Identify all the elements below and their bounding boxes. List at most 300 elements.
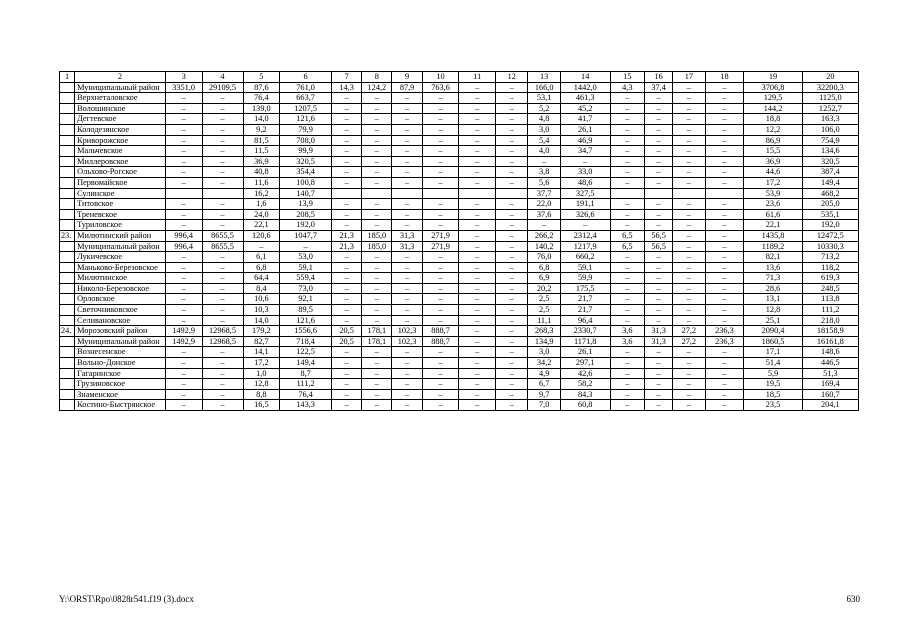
value-cell: 708,0 — [280, 135, 332, 146]
value-cell: – — [459, 167, 496, 178]
value-cell: – — [673, 252, 705, 263]
value-cell: – — [362, 93, 392, 104]
value-cell: – — [496, 283, 528, 294]
value-cell: 888,7 — [422, 326, 459, 337]
value-cell: 13,6 — [744, 262, 802, 273]
value-cell: – — [459, 315, 496, 326]
table-row — [60, 199, 859, 210]
value-cell: 996,4 — [165, 241, 202, 252]
value-cell: – — [496, 177, 528, 188]
value-cell: – — [673, 315, 705, 326]
value-cell: – — [332, 262, 362, 273]
value-cell: 535,1 — [802, 209, 858, 220]
value-cell: 14,0 — [243, 315, 280, 326]
value-cell: – — [392, 315, 422, 326]
value-cell: – — [422, 400, 459, 411]
row-index-cell — [60, 400, 75, 411]
value-cell: 12,8 — [243, 379, 280, 390]
value-cell: – — [392, 347, 422, 358]
value-cell — [645, 188, 673, 199]
column-number-header: 20 — [802, 72, 858, 83]
value-cell: 113,8 — [802, 294, 858, 305]
value-cell: – — [610, 400, 645, 411]
value-cell: – — [705, 156, 744, 167]
value-cell: 191,1 — [560, 199, 610, 210]
value-cell: 32200,3 — [802, 82, 858, 93]
value-cell: 387,4 — [802, 167, 858, 178]
value-cell: – — [332, 400, 362, 411]
table-row — [60, 368, 859, 379]
value-cell: 6,8 — [528, 262, 560, 273]
value-cell: – — [645, 400, 673, 411]
value-cell: – — [165, 252, 202, 263]
value-cell: – — [610, 167, 645, 178]
value-cell: 1860,5 — [744, 336, 802, 347]
value-cell: – — [392, 358, 422, 369]
value-cell: 45,2 — [560, 103, 610, 114]
value-cell: 2,5 — [528, 294, 560, 305]
column-number-header: 6 — [280, 72, 332, 83]
value-cell: 22,0 — [528, 199, 560, 210]
value-cell: – — [332, 220, 362, 231]
territory-name-cell: Верхнеталовское — [75, 93, 166, 104]
value-cell: 24,0 — [243, 209, 280, 220]
value-cell: 16161,8 — [802, 336, 858, 347]
value-cell: – — [496, 252, 528, 263]
row-index-cell — [60, 252, 75, 263]
value-cell: – — [202, 156, 243, 167]
territory-name-cell: Морозовский район — [75, 326, 166, 337]
value-cell: – — [280, 241, 332, 252]
value-cell: – — [243, 241, 280, 252]
value-cell: – — [422, 135, 459, 146]
value-cell: – — [459, 124, 496, 135]
value-cell: 36,9 — [243, 156, 280, 167]
value-cell: – — [496, 358, 528, 369]
value-cell: 18,5 — [744, 389, 802, 400]
value-cell: – — [496, 336, 528, 347]
value-cell: – — [610, 379, 645, 390]
value-cell: – — [496, 389, 528, 400]
value-cell: 297,1 — [560, 358, 610, 369]
value-cell: – — [610, 103, 645, 114]
value-cell: – — [332, 252, 362, 263]
value-cell: 11,1 — [528, 315, 560, 326]
value-cell: – — [560, 156, 610, 167]
value-cell: – — [422, 114, 459, 125]
value-cell: 326,6 — [560, 209, 610, 220]
value-cell: – — [362, 103, 392, 114]
value-cell: – — [422, 167, 459, 178]
value-cell: 4,8 — [528, 114, 560, 125]
value-cell: – — [496, 241, 528, 252]
value-cell: 1047,7 — [280, 230, 332, 241]
value-cell: 17,2 — [243, 358, 280, 369]
value-cell: – — [165, 93, 202, 104]
value-cell: – — [422, 389, 459, 400]
value-cell: – — [610, 114, 645, 125]
value-cell: – — [673, 400, 705, 411]
value-cell: 2,5 — [528, 305, 560, 316]
value-cell: – — [705, 379, 744, 390]
value-cell: – — [673, 146, 705, 157]
value-cell: 81,5 — [243, 135, 280, 146]
value-cell: 6,8 — [243, 262, 280, 273]
value-cell: – — [332, 146, 362, 157]
value-cell: – — [392, 103, 422, 114]
value-cell: – — [165, 379, 202, 390]
value-cell: – — [392, 135, 422, 146]
value-cell: 320,5 — [802, 156, 858, 167]
value-cell: – — [459, 262, 496, 273]
value-cell: – — [392, 209, 422, 220]
value-cell: – — [705, 199, 744, 210]
value-cell: – — [645, 146, 673, 157]
value-cell: 5,2 — [528, 103, 560, 114]
row-index-cell — [60, 368, 75, 379]
value-cell: – — [705, 230, 744, 241]
value-cell: – — [705, 103, 744, 114]
table-row — [60, 209, 859, 220]
value-cell: 53,1 — [528, 93, 560, 104]
value-cell: 89,5 — [280, 305, 332, 316]
territory-name-cell: Знаменское — [75, 389, 166, 400]
value-cell: 48,6 — [560, 177, 610, 188]
value-cell: – — [332, 305, 362, 316]
value-cell: – — [673, 124, 705, 135]
value-cell: 192,0 — [802, 220, 858, 231]
value-cell: – — [392, 379, 422, 390]
territory-name-cell: Муниципальный район — [75, 82, 166, 93]
value-cell: 1442,0 — [560, 82, 610, 93]
value-cell: 25,1 — [744, 315, 802, 326]
value-cell: – — [673, 241, 705, 252]
value-cell: 82,7 — [243, 336, 280, 347]
value-cell: 122,5 — [280, 347, 332, 358]
value-cell: – — [362, 177, 392, 188]
value-cell: 13,9 — [280, 199, 332, 210]
value-cell: – — [705, 167, 744, 178]
value-cell: 8,7 — [280, 368, 332, 379]
value-cell: 1,6 — [243, 199, 280, 210]
value-cell: 1207,5 — [280, 103, 332, 114]
value-cell: – — [673, 358, 705, 369]
value-cell — [705, 188, 744, 199]
table-row — [60, 273, 859, 284]
value-cell: 124,2 — [362, 82, 392, 93]
value-cell: 23,5 — [744, 400, 802, 411]
value-cell: – — [362, 389, 392, 400]
value-cell: 660,2 — [560, 252, 610, 263]
value-cell: – — [459, 283, 496, 294]
table-row — [60, 283, 859, 294]
value-cell: – — [673, 114, 705, 125]
value-cell: – — [392, 124, 422, 135]
column-number-header: 18 — [705, 72, 744, 83]
value-cell: – — [165, 124, 202, 135]
value-cell: – — [496, 379, 528, 390]
value-cell: 5,6 — [528, 177, 560, 188]
value-cell: – — [422, 368, 459, 379]
value-cell: – — [392, 389, 422, 400]
value-cell: – — [610, 273, 645, 284]
value-cell: 1125,0 — [802, 93, 858, 104]
value-cell: 149,4 — [802, 177, 858, 188]
row-index-cell — [60, 177, 75, 188]
territory-name-cell: Костино-Быстрянское — [75, 400, 166, 411]
value-cell: – — [362, 209, 392, 220]
value-cell: 26,1 — [560, 347, 610, 358]
value-cell: 468,2 — [802, 188, 858, 199]
value-cell: – — [422, 379, 459, 390]
territory-name-cell: Муниципальный район — [75, 241, 166, 252]
value-cell: 86,9 — [744, 135, 802, 146]
value-cell: – — [165, 389, 202, 400]
value-cell: 102,3 — [392, 336, 422, 347]
value-cell: 96,4 — [560, 315, 610, 326]
value-cell: 64,4 — [243, 273, 280, 284]
value-cell: 3,0 — [528, 347, 560, 358]
value-cell: 59,1 — [280, 262, 332, 273]
value-cell: 148,6 — [802, 347, 858, 358]
value-cell: – — [392, 177, 422, 188]
value-cell: – — [645, 199, 673, 210]
value-cell: – — [645, 177, 673, 188]
value-cell: – — [673, 93, 705, 104]
row-index-cell — [60, 241, 75, 252]
value-cell: 134,6 — [802, 146, 858, 157]
value-cell: – — [645, 347, 673, 358]
value-cell: 6,5 — [610, 241, 645, 252]
value-cell: – — [496, 167, 528, 178]
value-cell: 40,8 — [243, 167, 280, 178]
value-cell: – — [496, 326, 528, 337]
value-cell: – — [459, 389, 496, 400]
value-cell: – — [362, 146, 392, 157]
value-cell: 160,7 — [802, 389, 858, 400]
value-cell: – — [362, 135, 392, 146]
value-cell: – — [332, 389, 362, 400]
value-cell: – — [422, 283, 459, 294]
value-cell: 13,1 — [744, 294, 802, 305]
value-cell: – — [496, 114, 528, 125]
column-number-header: 2 — [75, 72, 166, 83]
value-cell: – — [673, 167, 705, 178]
value-cell: – — [165, 358, 202, 369]
column-number-header: 8 — [362, 72, 392, 83]
value-cell: – — [645, 379, 673, 390]
table-row — [60, 400, 859, 411]
row-index-cell — [60, 220, 75, 231]
row-index-cell — [60, 347, 75, 358]
value-cell — [459, 188, 496, 199]
value-cell: 28,6 — [744, 283, 802, 294]
value-cell: – — [673, 347, 705, 358]
value-cell — [496, 188, 528, 199]
value-cell: 129,5 — [744, 93, 802, 104]
value-cell: – — [705, 368, 744, 379]
value-cell: 27,2 — [673, 326, 705, 337]
value-cell: 14,1 — [243, 347, 280, 358]
value-cell: – — [673, 135, 705, 146]
value-cell: 79,9 — [280, 124, 332, 135]
table-row — [60, 93, 859, 104]
value-cell: 19,5 — [744, 379, 802, 390]
value-cell: 92,1 — [280, 294, 332, 305]
value-cell: 33,0 — [560, 167, 610, 178]
value-cell: – — [705, 283, 744, 294]
value-cell: – — [673, 220, 705, 231]
value-cell: – — [645, 114, 673, 125]
value-cell: – — [332, 103, 362, 114]
value-cell: – — [496, 368, 528, 379]
value-cell: – — [422, 347, 459, 358]
value-cell: – — [610, 146, 645, 157]
value-cell: – — [459, 273, 496, 284]
territory-name-cell: Криворожское — [75, 135, 166, 146]
value-cell: 56,5 — [645, 230, 673, 241]
column-number-header: 1 — [60, 72, 75, 83]
value-cell: – — [610, 124, 645, 135]
value-cell: 218,0 — [802, 315, 858, 326]
value-cell: – — [705, 400, 744, 411]
value-cell: 59,9 — [560, 273, 610, 284]
value-cell: 17,1 — [744, 347, 802, 358]
value-cell: – — [362, 379, 392, 390]
value-cell: – — [362, 347, 392, 358]
value-cell: – — [392, 305, 422, 316]
value-cell: – — [392, 283, 422, 294]
value-cell: 106,0 — [802, 124, 858, 135]
value-cell: – — [332, 347, 362, 358]
value-cell: – — [673, 262, 705, 273]
value-cell: – — [459, 135, 496, 146]
value-cell: 761,0 — [280, 82, 332, 93]
value-cell: 21,3 — [332, 241, 362, 252]
value-cell: – — [705, 135, 744, 146]
territory-name-cell: Треневское — [75, 209, 166, 220]
value-cell: – — [362, 199, 392, 210]
value-cell: 87,6 — [243, 82, 280, 93]
value-cell: 14,3 — [332, 82, 362, 93]
value-cell — [392, 188, 422, 199]
value-cell: – — [332, 283, 362, 294]
table-row — [60, 389, 859, 400]
table-row — [60, 230, 859, 241]
territory-name-cell: Вознесенское — [75, 347, 166, 358]
value-cell: – — [332, 358, 362, 369]
table-row — [60, 379, 859, 390]
value-cell: 3,0 — [528, 124, 560, 135]
value-cell: – — [332, 368, 362, 379]
value-cell: 53,0 — [280, 252, 332, 263]
value-cell: – — [610, 135, 645, 146]
value-cell: – — [560, 220, 610, 231]
value-cell: – — [673, 305, 705, 316]
value-cell — [673, 188, 705, 199]
value-cell: 5,9 — [744, 368, 802, 379]
value-cell: – — [165, 156, 202, 167]
table-row — [60, 103, 859, 114]
value-cell: 60,8 — [560, 400, 610, 411]
row-index-cell — [60, 199, 75, 210]
value-cell: – — [673, 230, 705, 241]
column-number-header: 3 — [165, 72, 202, 83]
value-cell: – — [459, 103, 496, 114]
value-cell: – — [610, 358, 645, 369]
value-cell: – — [362, 283, 392, 294]
value-cell: – — [645, 273, 673, 284]
value-cell: – — [202, 347, 243, 358]
value-cell: 22,1 — [243, 220, 280, 231]
value-cell: – — [362, 273, 392, 284]
value-cell: – — [645, 283, 673, 294]
row-index-cell — [60, 146, 75, 157]
table-row — [60, 146, 859, 157]
value-cell: – — [496, 199, 528, 210]
value-cell: – — [392, 114, 422, 125]
territory-name-cell: Лукичевское — [75, 252, 166, 263]
value-cell: – — [610, 252, 645, 263]
value-cell: – — [332, 135, 362, 146]
value-cell: 8655,5 — [202, 230, 243, 241]
value-cell: – — [610, 294, 645, 305]
value-cell: 41,7 — [560, 114, 610, 125]
value-cell: 23,6 — [744, 199, 802, 210]
value-cell: 178,1 — [362, 336, 392, 347]
value-cell: – — [332, 273, 362, 284]
value-cell: – — [362, 124, 392, 135]
territory-name-cell: Орловское — [75, 294, 166, 305]
territory-name-cell: Вольно-Донское — [75, 358, 166, 369]
value-cell: 3351,0 — [165, 82, 202, 93]
value-cell: – — [202, 315, 243, 326]
value-cell: – — [673, 82, 705, 93]
value-cell: 42,6 — [560, 368, 610, 379]
value-cell: 12472,5 — [802, 230, 858, 241]
value-cell: – — [459, 199, 496, 210]
value-cell: – — [332, 294, 362, 305]
value-cell: 192,0 — [280, 220, 332, 231]
value-cell: – — [392, 156, 422, 167]
row-index-cell — [60, 273, 75, 284]
value-cell: – — [165, 347, 202, 358]
table-row — [60, 167, 859, 178]
value-cell: 3,6 — [610, 336, 645, 347]
value-cell: – — [422, 262, 459, 273]
value-cell: 619,3 — [802, 273, 858, 284]
value-cell: – — [392, 146, 422, 157]
value-cell: 204,1 — [802, 400, 858, 411]
value-cell: – — [202, 124, 243, 135]
value-cell: – — [673, 199, 705, 210]
value-cell: – — [362, 220, 392, 231]
value-cell: – — [165, 167, 202, 178]
value-cell: – — [362, 167, 392, 178]
value-cell: 16,2 — [243, 188, 280, 199]
value-cell: 37,7 — [528, 188, 560, 199]
value-cell: – — [610, 283, 645, 294]
value-cell: – — [362, 368, 392, 379]
territory-name-cell: Сулинское — [75, 188, 166, 199]
row-index-cell — [60, 262, 75, 273]
value-cell: 31,3 — [392, 241, 422, 252]
value-cell: 236,3 — [705, 326, 744, 337]
value-cell: – — [459, 336, 496, 347]
value-cell: 18,8 — [744, 114, 802, 125]
row-index-cell: 23. — [60, 230, 75, 241]
value-cell: – — [202, 93, 243, 104]
